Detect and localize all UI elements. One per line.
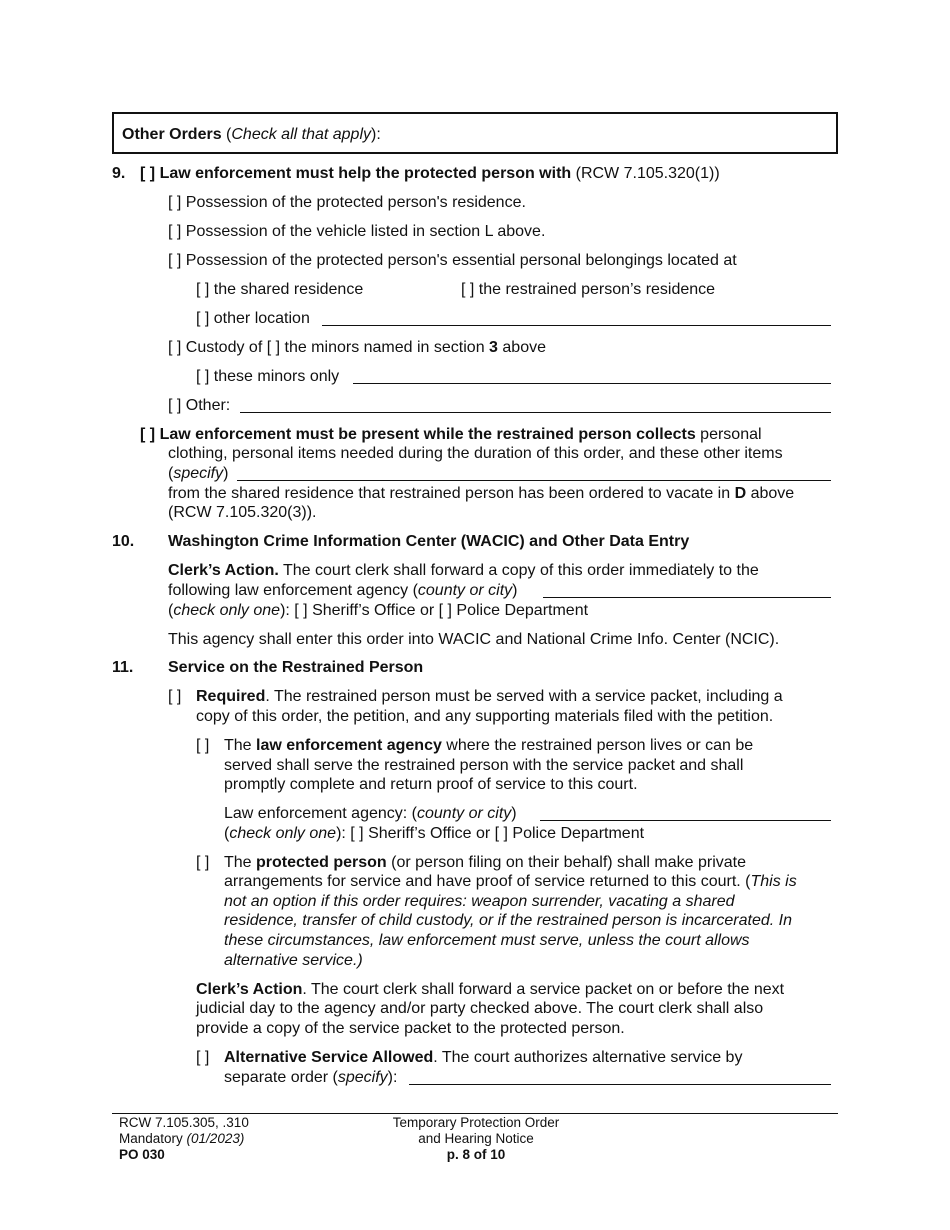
section-10-heading: Washington Crime Information Center (WACIC) and Other Data Entry <box>168 533 690 550</box>
footer-divider <box>112 1113 838 1114</box>
other-items-field[interactable] <box>237 480 831 481</box>
protected-person-line-1: The protected person (or person filing on their behalf) shall make private <box>224 854 746 871</box>
section-10-number: 10. <box>112 533 135 550</box>
section-9-number: 9. <box>112 165 126 182</box>
protected-person-note-2: residence, transfer of child custody, or if the restrained person is incarcerated. In <box>224 912 792 929</box>
other-orders-label: Other Orders (Check all that apply): <box>122 126 381 143</box>
option-residence[interactable]: [ ] Possession of the protected person's residence. <box>168 194 526 211</box>
section-9-heading: [ ] Law enforcement must help the protected person with (RCW 7.105.320(1)) <box>140 165 720 182</box>
footer-page-number: p. 8 of 10 <box>446 1147 506 1162</box>
footer-center <box>376 1115 576 1163</box>
protected-person-note-1: not an option if this order requires: weapon surrender, vacating a shared <box>224 893 735 910</box>
agency-type-10[interactable]: (check only one): [ ] Sheriff’s Office or [ ] Police Department <box>168 602 589 619</box>
option-belongings[interactable]: [ ] Possession of the protected person's essential personal belongings located at <box>168 252 737 269</box>
protected-person-line-2: arrangements for service and have proof of service returned to this court. (This is <box>224 873 797 890</box>
required-line-1: Required. The restrained person must be served with a service packet, including a <box>196 688 783 705</box>
specify-label: (specify) <box>168 465 229 482</box>
protected-person-checkbox[interactable]: [ ] <box>196 854 210 871</box>
vacate-ref: (RCW 7.105.320(3)). <box>168 504 317 521</box>
protected-person-note-4: alternative service.) <box>224 952 363 969</box>
agency-label: Law enforcement agency: (county or city) <box>224 805 517 822</box>
these-minors-field[interactable] <box>353 383 831 384</box>
clerk-action-11-line-3: provide a copy of the service packet to the protected person. <box>196 1020 625 1037</box>
service-agency-field[interactable] <box>540 820 831 821</box>
footer-rcw: RCW 7.105.305, .310 <box>119 1115 249 1130</box>
law-enforcement-checkbox[interactable]: [ ] <box>196 737 210 754</box>
footer-title-2: and Hearing Notice <box>418 1131 534 1146</box>
alternative-service-line-2: separate order (specify): <box>224 1069 398 1086</box>
alternative-service-field[interactable] <box>409 1084 831 1085</box>
section-9-checkbox[interactable]: [ ] <box>140 165 156 182</box>
alternative-service-line-1: Alternative Service Allowed. The court authorizes alternative service by <box>224 1049 743 1066</box>
option-other-location[interactable]: [ ] other location <box>196 310 310 327</box>
wacic-agency-field[interactable] <box>543 597 831 598</box>
section-11-heading: Service on the Restrained Person <box>168 659 424 676</box>
option-these-minors[interactable]: [ ] these minors only <box>196 368 340 385</box>
option-shared-residence[interactable]: [ ] the shared residence <box>196 281 364 298</box>
vacate-line: from the shared residence that restrained person has been ordered to vacate in D above <box>168 485 795 502</box>
agency-type-11[interactable]: (check only one): [ ] Sheriff’s Office or [ ] Police Department <box>224 825 645 842</box>
law-enforcement-line-1: The law enforcement agency where the restrained person lives or can be <box>224 737 754 754</box>
present-line-1: [ ] Law enforcement must be present while the restrained person collects personal <box>140 426 762 443</box>
required-line-2: copy of this order, the petition, and any supporting materials filed with the petition. <box>196 708 774 725</box>
protected-person-note-3: these circumstances, law enforcement must serve, unless the court allows <box>224 932 750 949</box>
footer-form-number: PO 030 <box>119 1147 165 1162</box>
option-vehicle[interactable]: [ ] Possession of the vehicle listed in section L above. <box>168 223 546 240</box>
footer-title-1: Temporary Protection Order <box>392 1115 560 1130</box>
footer-mandatory: Mandatory (01/2023) <box>119 1131 245 1146</box>
required-checkbox[interactable]: [ ] <box>168 688 182 705</box>
other-location-field[interactable] <box>322 325 831 326</box>
alternative-service-checkbox[interactable]: [ ] <box>196 1049 210 1066</box>
law-enforcement-line-2: served shall serve the restrained person with the service packet and shall <box>224 757 744 774</box>
clerk-action-10-line-2: following law enforcement agency (county or city) <box>168 582 518 599</box>
wacic-entry-text: This agency shall enter this order into WACIC and National Crime Info. Center (NCIC). <box>168 631 780 648</box>
clerk-action-11-line-1: Clerk’s Action. The court clerk shall forward a service packet on or before the next <box>196 981 785 998</box>
option-custody[interactable]: [ ] Custody of [ ] the minors named in section 3 above <box>168 339 546 356</box>
option-other[interactable]: [ ] Other: <box>168 397 231 414</box>
other-orders-box <box>112 112 838 154</box>
clerk-action-10-line-1: Clerk’s Action. The court clerk shall forward a copy of this order immediately to the <box>168 562 759 579</box>
present-line-2: clothing, personal items needed during the duration of this order, and these other items <box>168 445 783 462</box>
present-checkbox[interactable]: [ ] <box>140 426 156 443</box>
section-11-number: 11. <box>112 659 134 676</box>
footer-left <box>119 1115 249 1163</box>
option-restrained-residence[interactable]: [ ] the restrained person’s residence <box>461 281 716 298</box>
other-field[interactable] <box>240 412 831 413</box>
clerk-action-11-line-2: judicial day to the agency and/or party checked above. The court clerk shall also <box>196 1000 764 1017</box>
law-enforcement-line-3: promptly complete and return proof of service to this court. <box>224 776 638 793</box>
